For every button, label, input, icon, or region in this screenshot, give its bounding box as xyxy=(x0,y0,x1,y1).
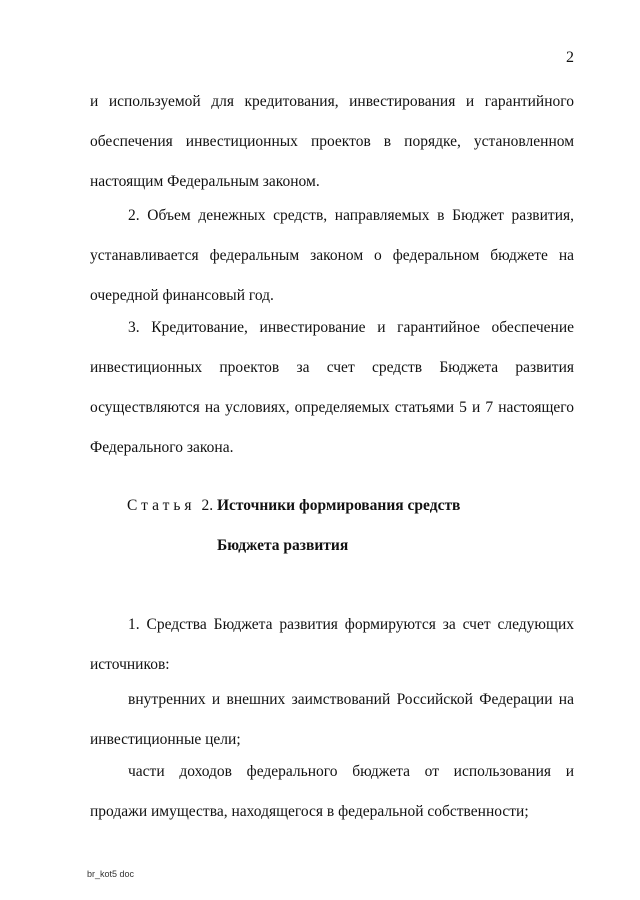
paragraph-line: внутренних и внешних заимствований Российской Федерации на xyxy=(128,691,574,708)
paragraph-5 xyxy=(90,680,574,760)
page-number: 2 xyxy=(566,49,574,66)
paragraph-line: 1. Средства Бюджета развития формируются за счет следующих xyxy=(128,616,574,633)
paragraph-line: устанавливается федеральным законом о федеральном бюджете на xyxy=(90,247,574,264)
paragraph-line: обеспечения инвестиционных проектов в порядке, установленном xyxy=(90,133,574,150)
paragraph-1 xyxy=(90,82,574,202)
paragraph-3 xyxy=(90,308,574,468)
paragraph-line: 3. Кредитование, инвестирование и гарантийное обеспечение xyxy=(128,319,574,336)
paragraph-line: Федерального закона. xyxy=(90,439,234,456)
article-title-line1: Источники формирования средств xyxy=(216,497,461,514)
paragraph-line: 2. Объем денежных средств, направляемых в Бюджет развития, xyxy=(128,207,574,224)
paragraph-line: и используемой для кредитования, инвестирования и гарантийного xyxy=(90,93,574,110)
paragraph-line: инвестиционные цели; xyxy=(90,731,241,748)
paragraph-line: очередной финансовый год. xyxy=(90,287,274,304)
paragraph-line: настоящим Федеральным законом. xyxy=(90,173,320,190)
paragraph-line: источников: xyxy=(90,656,170,673)
paragraph-2 xyxy=(90,196,574,316)
paragraph-line: части доходов федерального бюджета от использования и xyxy=(128,763,574,780)
paragraph-4 xyxy=(90,605,574,685)
footer-filename: br_kot5 doc xyxy=(87,869,135,879)
article-number: 2. xyxy=(201,497,214,514)
paragraph-line: продажи имущества, находящегося в федеральной собственности; xyxy=(90,803,529,820)
article-heading xyxy=(127,497,460,515)
article-title-line2: Бюджета развития xyxy=(217,537,349,554)
article-label: Статья xyxy=(127,497,196,514)
paragraph-line: инвестиционных проектов за счет средств Бюджета развития xyxy=(90,359,574,376)
paragraph-line: осуществляются на условиях, определяемых статьями 5 и 7 настоящего xyxy=(90,399,574,416)
paragraph-6 xyxy=(90,752,574,832)
